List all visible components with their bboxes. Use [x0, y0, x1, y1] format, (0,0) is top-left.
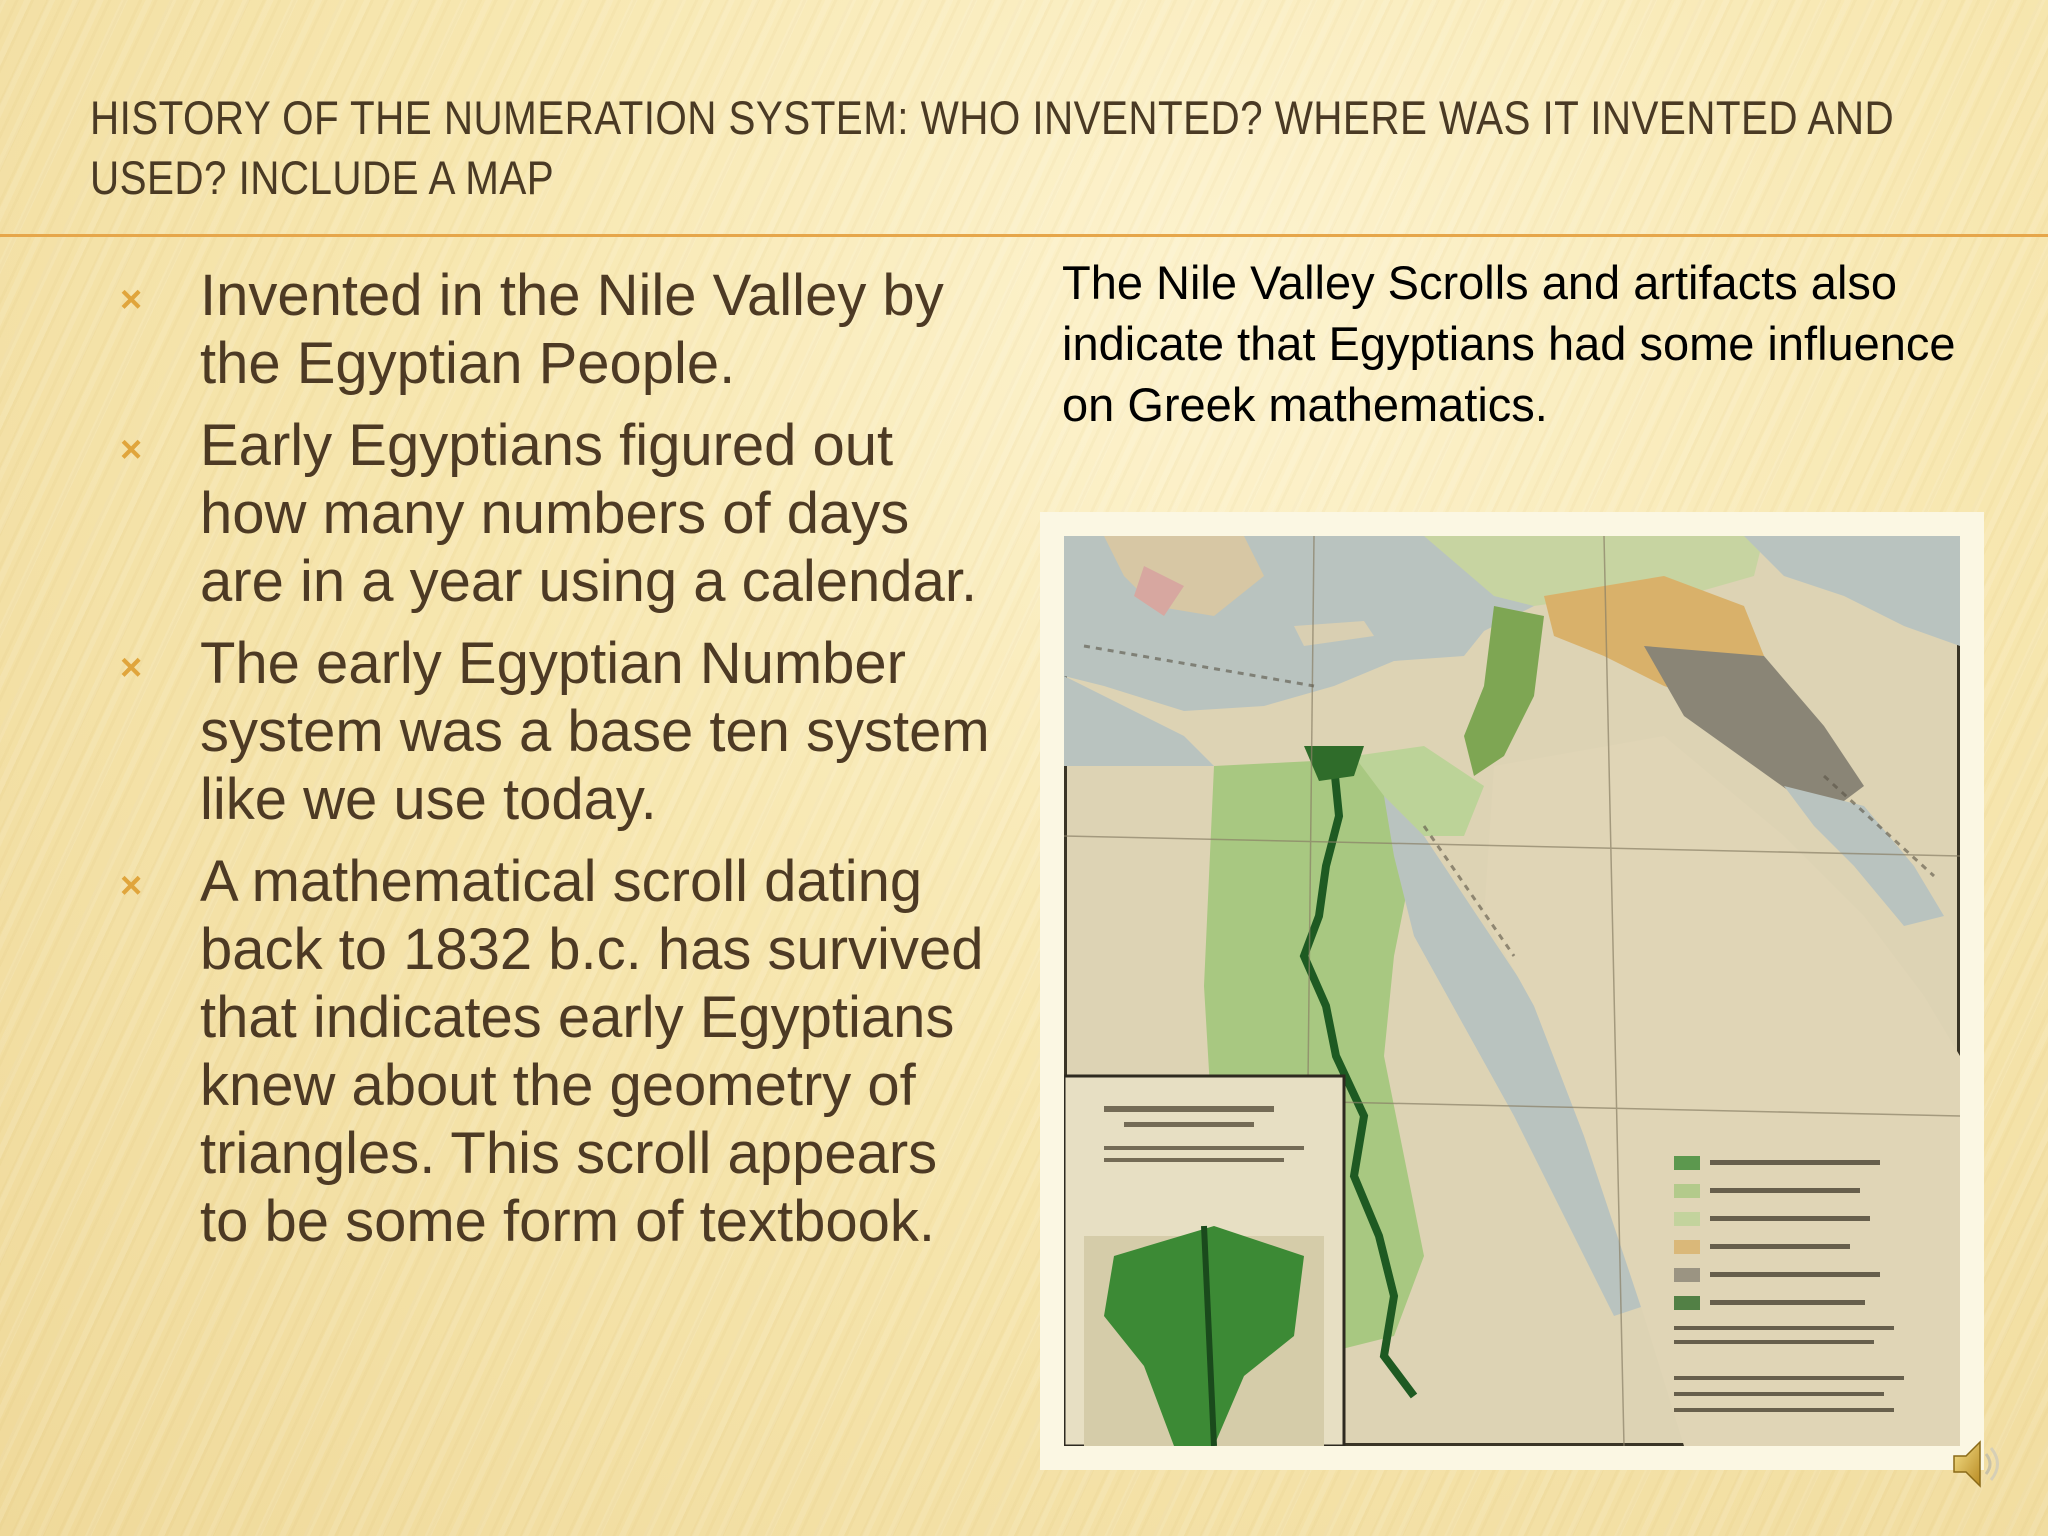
- bullet-list: [120, 262, 1000, 1270]
- bullet-item: [120, 848, 1000, 1256]
- bullet-marker-icon: ×: [120, 429, 143, 471]
- bullet-item: [120, 262, 1000, 398]
- bullet-marker-icon: ×: [120, 865, 143, 907]
- bullet-text: The early Egyptian Number system was a base ten system like we use today.: [200, 631, 990, 832]
- bullet-text: Invented in the Nile Valley by the Egyptian People.: [200, 263, 944, 396]
- bullet-text: A mathematical scroll dating back to 1832 b.c. has survived that indicates early Egyptians knew about the geometry of triangles. This scroll appears to be some form of textbook.: [200, 849, 984, 1254]
- map-caption: The Nile Valley Scrolls and artifacts also indicate that Egyptians had some influence on Greek mathematics.: [1062, 256, 1956, 431]
- bullet-item: [120, 412, 1000, 616]
- title-divider: [0, 234, 2048, 237]
- bullet-marker-icon: ×: [120, 279, 143, 321]
- nile-valley-map-illustration: [1064, 536, 1960, 1446]
- map-image: [1040, 512, 1984, 1470]
- speaker-icon[interactable]: [1950, 1432, 2006, 1501]
- bullet-item: [120, 630, 1000, 834]
- slide-title: HISTORY OF THE NUMERATION SYSTEM: WHO INVENTED? WHERE WAS IT INVENTED AND USED? INCLUDE A MAP: [90, 91, 1895, 204]
- bullet-marker-icon: ×: [120, 647, 143, 689]
- bullet-text: Early Egyptians figured out how many numbers of days are in a year using a calendar.: [200, 413, 978, 614]
